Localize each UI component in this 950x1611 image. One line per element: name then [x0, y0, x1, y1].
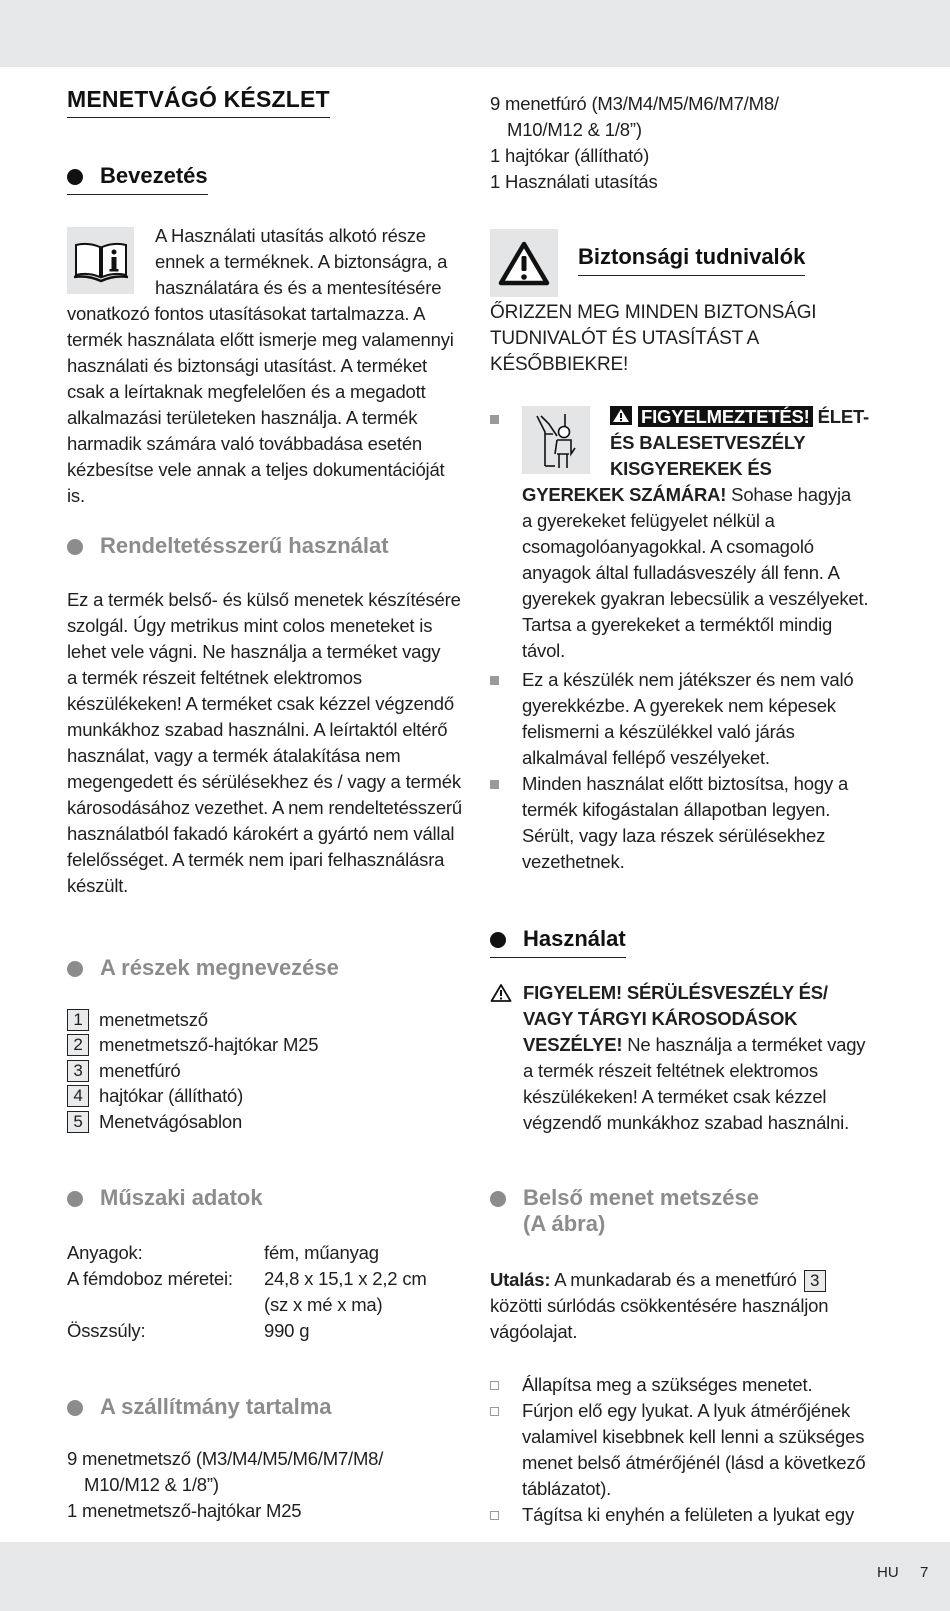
bullet-dot-icon: [490, 932, 506, 948]
usage-caution: FIGYELEM! SÉRÜLÉSVESZÉLY ÉS/ VAGY TÁRGYI KÁROSODÁSOK VESZÉLYE! Ne használja a terméket vagy a termék részeit feltétnek elektromos készülékeken! A terméket csak kézzel végzendő munkákhoz szabad használni.: [490, 980, 900, 1136]
checkbox-bullet-icon: [490, 1511, 499, 1520]
parts-list: [67, 1007, 467, 1135]
document-title: MENETVÁGÓ KÉSZLET: [67, 86, 330, 118]
square-bullet-icon: [490, 415, 499, 424]
parts-list-item: 2 menetmetsző-hajtókar M25: [67, 1033, 467, 1059]
step-item: Tágítsa ki enyhén a felületen a lyukat egy: [490, 1502, 900, 1528]
checkbox-bullet-icon: [490, 1381, 499, 1390]
warning-triangle-icon: [490, 229, 558, 297]
checkbox-bullet-icon: [490, 1407, 499, 1416]
page-number: 7: [920, 1564, 929, 1581]
manual-info-icon: [67, 227, 134, 294]
square-bullet-icon: [490, 676, 499, 685]
internal-thread-heading: Belső menet metszése (A ábra): [490, 1185, 759, 1237]
intro-text: vonatkozó fontos utasításokat tartalmazza. A termék használata előtt ismerje meg valamennyi használati és biztonsági utasítást. A terméket csak a leírtaknak megfelelően és a megadott alkalmazási területeken használja. A termék harmadik számára való továbbadása esetén kézbesítse vele annak a teljes dokumentációját is.: [67, 303, 454, 506]
bullet-dot-icon: [67, 1400, 83, 1416]
spec-row: Anyagok: fém, műanyag: [67, 1242, 379, 1263]
contents-list-right: 9 menetfúró (M3/M4/M5/M6/M7/M8/ M10/M12 & 1/8”) 1 hajtókar (állítható) 1 Használati utasítás: [490, 91, 890, 195]
spec-row: A fémdoboz méretei: 24,8 x 15,1 x 2,2 cm: [67, 1268, 427, 1289]
part-reference-box: 3: [804, 1270, 826, 1292]
parts-list-item: 4 hajtókar (állítható): [67, 1084, 467, 1110]
bullet-dot-icon: [67, 1191, 83, 1207]
parts-list-item: 1 menetmetsző: [67, 1007, 467, 1033]
warning-body: GYEREKEK SZÁMÁRA! Sohase hagyja a gyerekeket felügyelet nélkül a csomagolóanyagokkal. A csomagoló anyagok által fulladásveszély áll fenn. A gyerekek gyakran lebecsülik a veszélyeket. Tartsa a gyerekeket a terméktől mindig távol.: [522, 484, 869, 661]
warning-head: FIGYELMEZTETÉS! ÉLET- ÉS BALESETVESZÉLY KISGYEREKEK ÉS: [610, 406, 870, 479]
contents-item: 1 menetmetsző-hajtókar M25: [67, 1500, 302, 1521]
internal-thread-note: Utalás: A munkadarab és a menetfúró 3 közötti súrlódás csökkentésére használjon vágóolajat.: [490, 1269, 829, 1342]
bullet-dot-icon: [490, 1191, 506, 1207]
warning-triangle-small-icon: [490, 983, 512, 1003]
parts-heading: A részek megnevezése: [67, 955, 339, 981]
intended-use-heading: Rendeltetésszerű használat: [67, 533, 389, 559]
intro-heading: Bevezetés: [67, 163, 208, 195]
step-item: Állapítsa meg a szükséges menetet.: [490, 1372, 900, 1398]
contents-list-left: 9 menetmetsző (M3/M4/M5/M6/M7/M8/ M10/M12 & 1/8”) 1 menetmetsző-hajtókar M25: [67, 1446, 467, 1524]
part-number-box: 1: [67, 1009, 89, 1031]
warning-small-icon: [610, 406, 632, 425]
contents-item: 1 Használati utasítás: [490, 171, 658, 192]
specs-heading: Műszaki adatok: [67, 1185, 263, 1211]
internal-thread-steps: [490, 1372, 900, 1528]
step-item: Fúrjon elő egy lyukat. A lyuk átmérőjének valamivel kisebbnek kell lenni a szükséges menet belső átmérőjénél (lásd a következő táblázatot).: [490, 1398, 900, 1502]
part-number-box: 4: [67, 1085, 89, 1107]
page-header-band: [0, 0, 950, 67]
usage-heading: Használat: [490, 926, 626, 958]
contents-item: 9 menetfúró (M3/M4/M5/M6/M7/M8/: [490, 93, 779, 114]
parts-list-item: 5 Menetvágósablon: [67, 1109, 467, 1135]
part-number-box: 5: [67, 1111, 89, 1133]
spec-row: Összsúly: 990 g: [67, 1320, 310, 1341]
bullet-dot-icon: [67, 539, 83, 555]
bullet-dot-icon: [67, 961, 83, 977]
part-number-box: 3: [67, 1060, 89, 1082]
safety-bullet-list: [490, 667, 900, 875]
intro-text-wrapped: A Használati utasítás alkotó része ennek a terméknek. A biztonságra, a használatára és és a mentesítésére: [155, 225, 448, 298]
safety-bullet-item: Minden használat előtt biztosítsa, hogy a termék kifogástalan állapotban legyen. Sérült, vagy laza részek sérülésekhez vezethetnek.: [490, 771, 900, 875]
specs-table: [67, 1240, 467, 1344]
safety-bullet-item: Ez a készülék nem játékszer és nem való gyerekkézbe. A gyerekek nem képesek felismerni a készülékkel való járás alkalmával fellépő veszélyeket.: [490, 667, 900, 771]
contents-heading: A szállítmány tartalma: [67, 1394, 332, 1420]
child-safety-icon: [522, 406, 590, 474]
safety-heading: Biztonsági tudnivalók: [578, 244, 805, 276]
intended-use-text: Ez a termék belső- és külső menetek készítésére szolgál. Úgy metrikus mint colos meneteket is lehet vele vágni. Ne használja a terméket vagy a termék részeit feltétnek elektromos készülékeken! A terméket csak kézzel végzendő munkákhoz szabad használni. A leírtaktól eltérő használat, vagy a termék átalakítása nem megengedett és sérülésekhez és / vagy a termék károsodásához vezethet. A nem rendeltetésszerű használatból fakadó károkért a gyártó nem vállal felelősséget. A termék nem ipari felhasználásra készült.: [67, 589, 462, 896]
parts-list-item: 3 menetfúró: [67, 1058, 467, 1084]
part-number-box: 2: [67, 1034, 89, 1056]
square-bullet-icon: [490, 780, 499, 789]
page-footer: [0, 1542, 950, 1611]
safety-keep-notice: ŐRIZZEN MEG MINDEN BIZTONSÁGI TUDNIVALÓT ÉS UTASÍTÁST A KÉSŐBBIEKRE!: [490, 302, 817, 375]
warning-badge: FIGYELMEZTETÉS!: [638, 406, 813, 427]
spec-row: (sz x mé x ma): [264, 1294, 383, 1315]
language-code: HU: [877, 1564, 899, 1581]
bullet-dot-icon: [67, 169, 83, 185]
contents-item: 1 hajtókar (állítható): [490, 145, 650, 166]
contents-item: 9 menetmetsző (M3/M4/M5/M6/M7/M8/: [67, 1448, 384, 1469]
